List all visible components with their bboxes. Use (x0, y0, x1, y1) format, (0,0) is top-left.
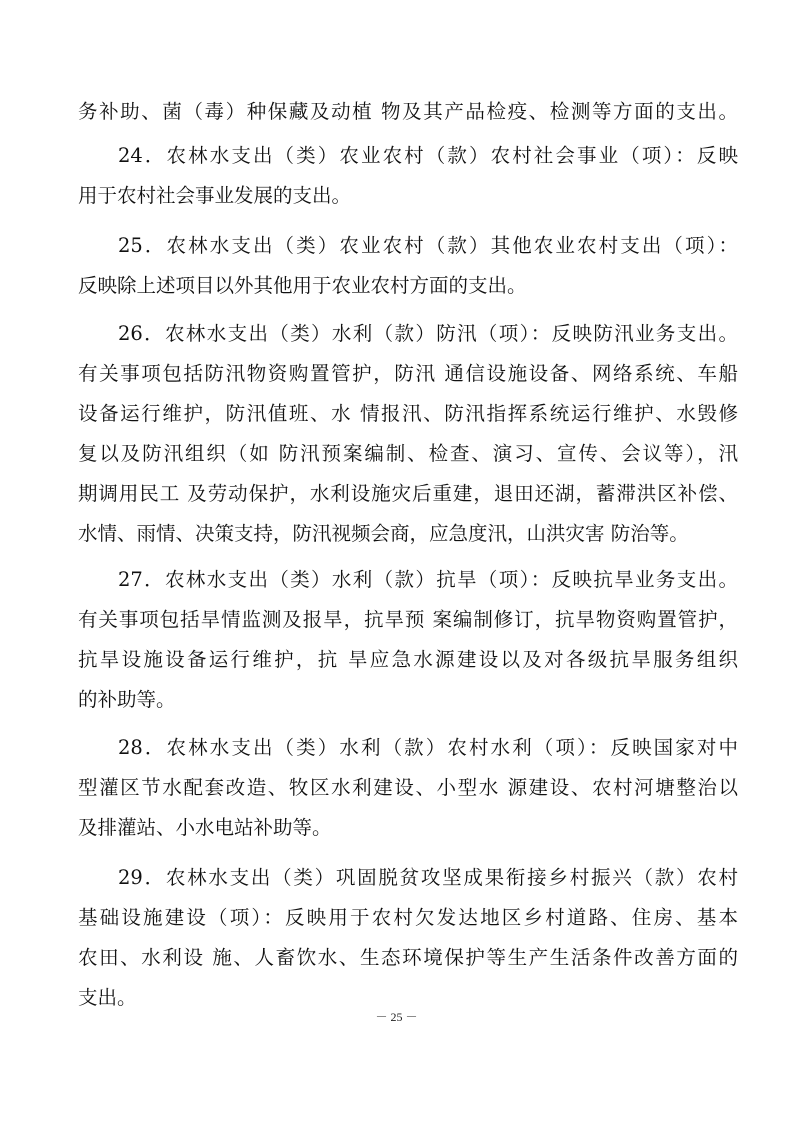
text-line: 支出。 (78, 986, 137, 1009)
text-line: 有关事项包括旱情监测及报旱，抗旱预 案编制修订，抗旱物资购置管护， (78, 608, 738, 631)
text-line-item-26: 26．农林水支出（类）水利（款）防汛（项）：反映防汛业务支出。 (118, 322, 738, 345)
text-line: 的补助等。 (78, 688, 176, 711)
text-line: 及排灌站、小水电站补助等。 (78, 816, 332, 839)
text-line: 反映除上述项目以外其他用于农业农村方面的支出。 (78, 274, 527, 297)
text-line: 务补助、菌（毒）种保藏及动植 物及其产品检疫、检测等方面的支出。 (78, 100, 738, 123)
text-line: 用于农村社会事业发展的支出。 (78, 184, 352, 207)
text-line: 农田、水利设 施、人畜饮水、生态环境保护等生产生活条件改善方面的 (78, 946, 738, 969)
text-line: 复以及防汛组织（如 防汛预案编制、检查、演习、宣传、会议等），汛 (78, 442, 738, 465)
text-line: 期调用民工 及劳动保护，水利设施灾后重建，退田还湖，蓄滞洪区补偿、 (78, 482, 738, 505)
text-line-item-27: 27．农林水支出（类）水利（款）抗旱（项）：反映抗旱业务支出。 (118, 568, 738, 591)
text-line: 型灌区节水配套改造、牧区水利建设、小型水 源建设、农村河塘整治以 (78, 776, 738, 799)
text-line: 水情、雨情、决策支持，防汛视频会商，应急度汛，山洪灾害 防治等。 (78, 522, 689, 545)
text-line-item-24: 24．农林水支出（类）农业农村（款）农村社会事业（项）：反映 (118, 144, 738, 167)
text-line: 有关事项包括防汛物资购置管护，防汛 通信设施设备、网络系统、车船 (78, 362, 738, 385)
text-line: 基础设施建设（项）：反映用于农村欠发达地区乡村道路、住房、基本 (78, 906, 738, 929)
text-line: 抗旱设施设备运行维护，抗 旱应急水源建设以及对各级抗旱服务组织 (78, 648, 738, 671)
text-line-item-29: 29．农林水支出（类）巩固脱贫攻坚成果衔接乡村振兴（款）农村 (118, 866, 738, 889)
text-line-item-28: 28．农林水支出（类）水利（款）农村水利（项）：反映国家对中 (118, 736, 738, 759)
page-number: － 25 － (375, 1010, 418, 1024)
text-line: 设备运行维护，防汛值班、水 情报汛、防汛指挥系统运行维护、水毁修 (78, 402, 738, 425)
text-line-item-25: 25．农林水支出（类）农业农村（款）其他农业农村支出（项）： (118, 234, 738, 257)
